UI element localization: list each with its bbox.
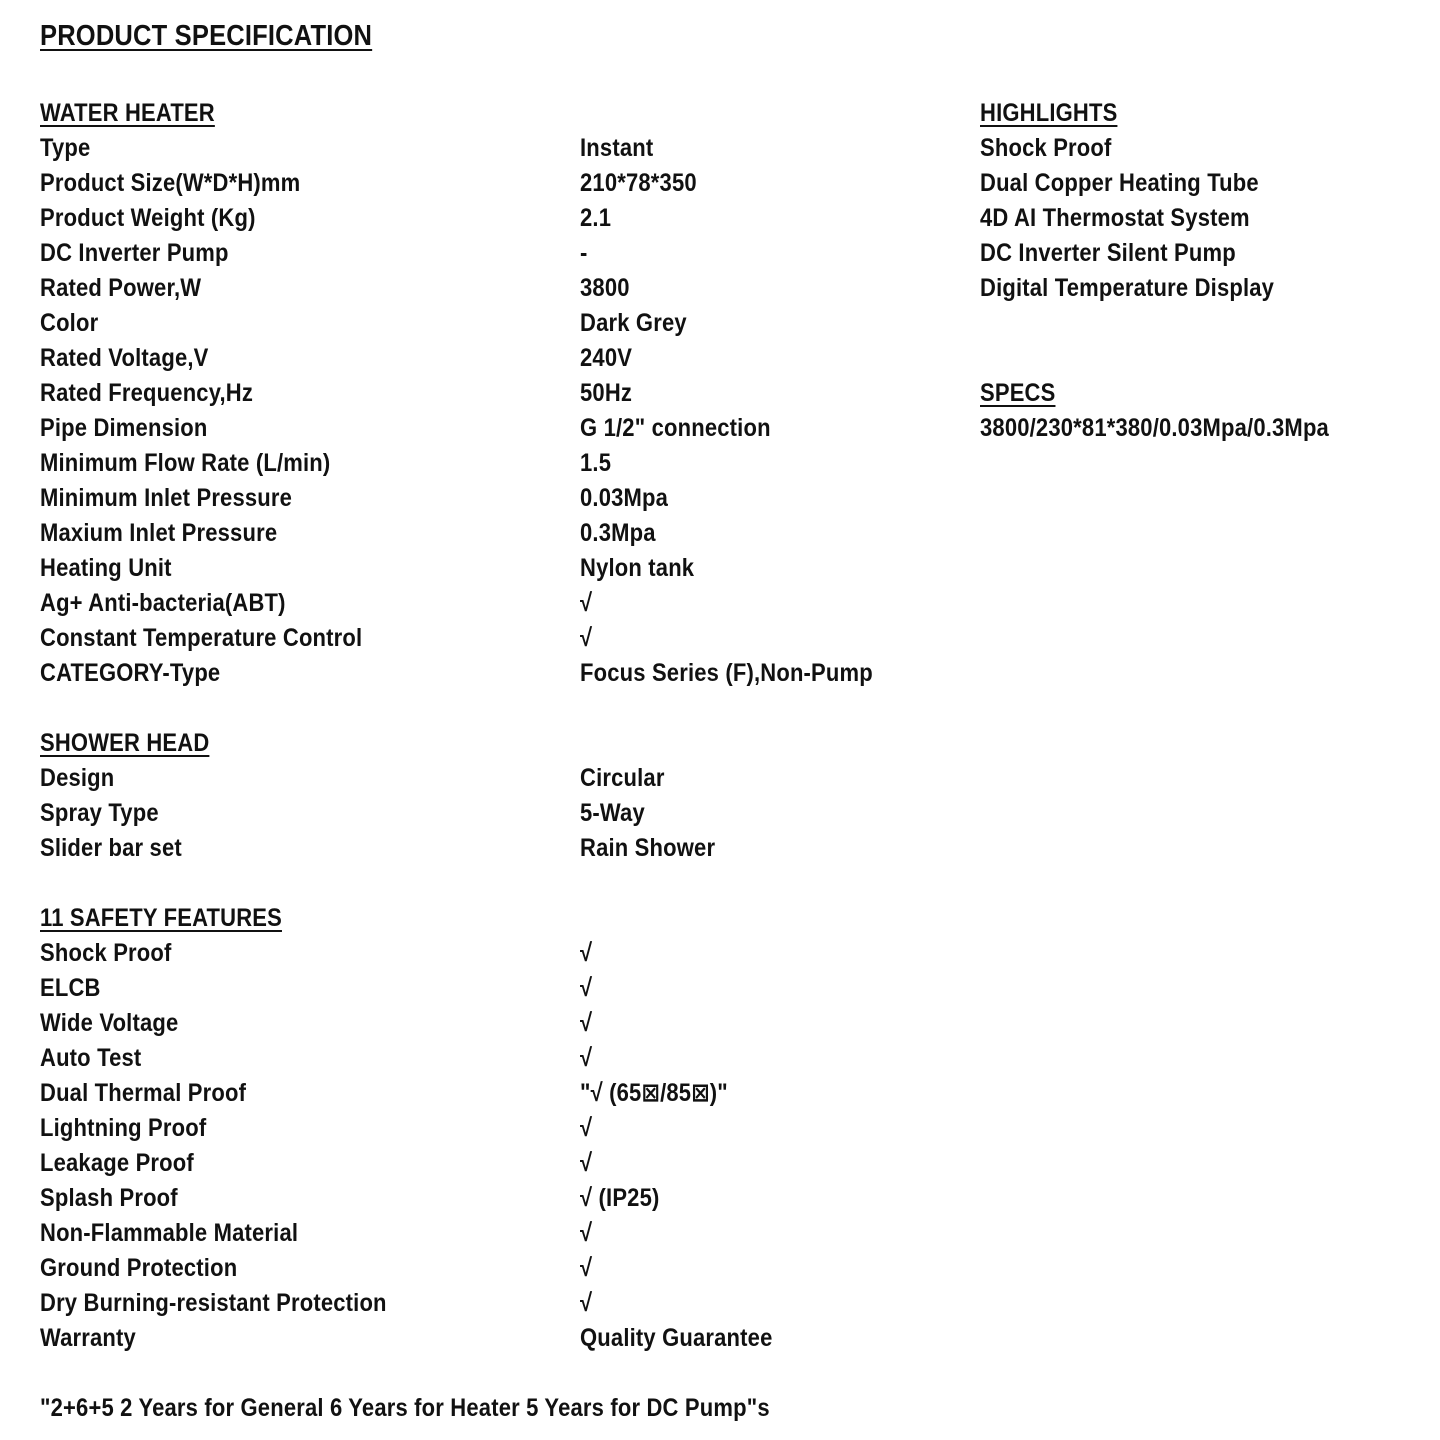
spec-label: Type (40, 134, 91, 162)
spec-label: Non-Flammable Material (40, 1219, 299, 1247)
spec-value: √ (580, 1219, 593, 1247)
spec-label: CATEGORY-Type (40, 659, 221, 687)
spec-label: Warranty (40, 1324, 136, 1352)
highlight-item: Dual Copper Heating Tube (980, 169, 1259, 197)
spec-label: Maxium Inlet Pressure (40, 519, 278, 547)
spec-value: Rain Shower (580, 834, 716, 862)
highlight-item: DC Inverter Silent Pump (980, 239, 1236, 267)
spec-value: Dark Grey (580, 309, 687, 337)
specs-value: 3800/230*81*380/0.03Mpa/0.3Mpa (980, 414, 1329, 442)
spec-value: √ (580, 939, 593, 967)
section-heading-specs: SPECS (980, 379, 1056, 407)
spec-label: Minimum Flow Rate (L/min) (40, 449, 331, 477)
spec-label: Rated Frequency,Hz (40, 379, 254, 407)
spec-value: 1.5 (580, 449, 612, 477)
section-heading-highlights: HIGHLIGHTS (980, 99, 1118, 127)
spec-label: Product Weight (Kg) (40, 204, 256, 232)
spec-label: Color (40, 309, 99, 337)
spec-label: Product Size(W*D*H)mm (40, 169, 301, 197)
spec-value: √ (580, 1289, 593, 1317)
highlight-item: Shock Proof (980, 134, 1112, 162)
spec-label: Dual Thermal Proof (40, 1079, 247, 1107)
spec-value: √ (580, 1114, 593, 1142)
spec-label: Minimum Inlet Pressure (40, 484, 293, 512)
spec-label: Lightning Proof (40, 1114, 207, 1142)
spec-value: 2.1 (580, 204, 612, 232)
spec-label: Wide Voltage (40, 1009, 179, 1037)
spec-value: √ (580, 589, 593, 617)
spec-label: Design (40, 764, 115, 792)
spec-label: ELCB (40, 974, 101, 1002)
spec-value: Nylon tank (580, 554, 695, 582)
warranty-note: "2+6+5 2 Years for General 6 Years for Heater 5 Years for DC Pump"s (40, 1394, 770, 1422)
spec-value: Circular (580, 764, 665, 792)
spec-value: Quality Guarantee (580, 1324, 773, 1352)
spec-value: G 1/2" connection (580, 414, 771, 442)
spec-label: Shock Proof (40, 939, 172, 967)
spec-value: Focus Series (F),Non-Pump (580, 659, 873, 687)
spec-value: √ (580, 1009, 593, 1037)
spec-value: 50Hz (580, 379, 633, 407)
spec-label: Leakage Proof (40, 1149, 194, 1177)
spec-value: √ (580, 1044, 593, 1072)
spec-label: Constant Temperature Control (40, 624, 363, 652)
spec-value: "√ (65⊠/85⊠)" (580, 1079, 728, 1107)
section-heading-water-heater: WATER HEATER (40, 99, 215, 127)
spec-value: √ (580, 624, 593, 652)
spec-label: Rated Voltage,V (40, 344, 209, 372)
spec-label: Splash Proof (40, 1184, 178, 1212)
spec-value: 0.03Mpa (580, 484, 669, 512)
spec-value: 3800 (580, 274, 630, 302)
spec-value: Instant (580, 134, 654, 162)
spec-value: √ (580, 1254, 593, 1282)
spec-label: Ground Protection (40, 1254, 238, 1282)
section-heading-safety-features: 11 SAFETY FEATURES (40, 904, 282, 932)
spec-value: - (580, 239, 588, 267)
page-title: PRODUCT SPECIFICATION (40, 20, 373, 52)
spec-label: Rated Power,W (40, 274, 202, 302)
spec-label: Auto Test (40, 1044, 142, 1072)
spec-value: 5-Way (580, 799, 645, 827)
spec-label: Pipe Dimension (40, 414, 208, 442)
spec-value: √ (580, 974, 593, 1002)
spec-label: Slider bar set (40, 834, 182, 862)
spec-label: Heating Unit (40, 554, 172, 582)
spec-label: Dry Burning-resistant Protection (40, 1289, 387, 1317)
highlight-item: 4D AI Thermostat System (980, 204, 1250, 232)
spec-label: Spray Type (40, 799, 159, 827)
spec-value: √ (IP25) (580, 1184, 660, 1212)
section-heading-shower-head: SHOWER HEAD (40, 729, 210, 757)
spec-value: 0.3Mpa (580, 519, 656, 547)
spec-label: Ag+ Anti-bacteria(ABT) (40, 589, 286, 617)
spec-label: DC Inverter Pump (40, 239, 229, 267)
spec-value: 240V (580, 344, 633, 372)
highlight-item: Digital Temperature Display (980, 274, 1275, 302)
spec-value: √ (580, 1149, 593, 1177)
spec-value: 210*78*350 (580, 169, 697, 197)
